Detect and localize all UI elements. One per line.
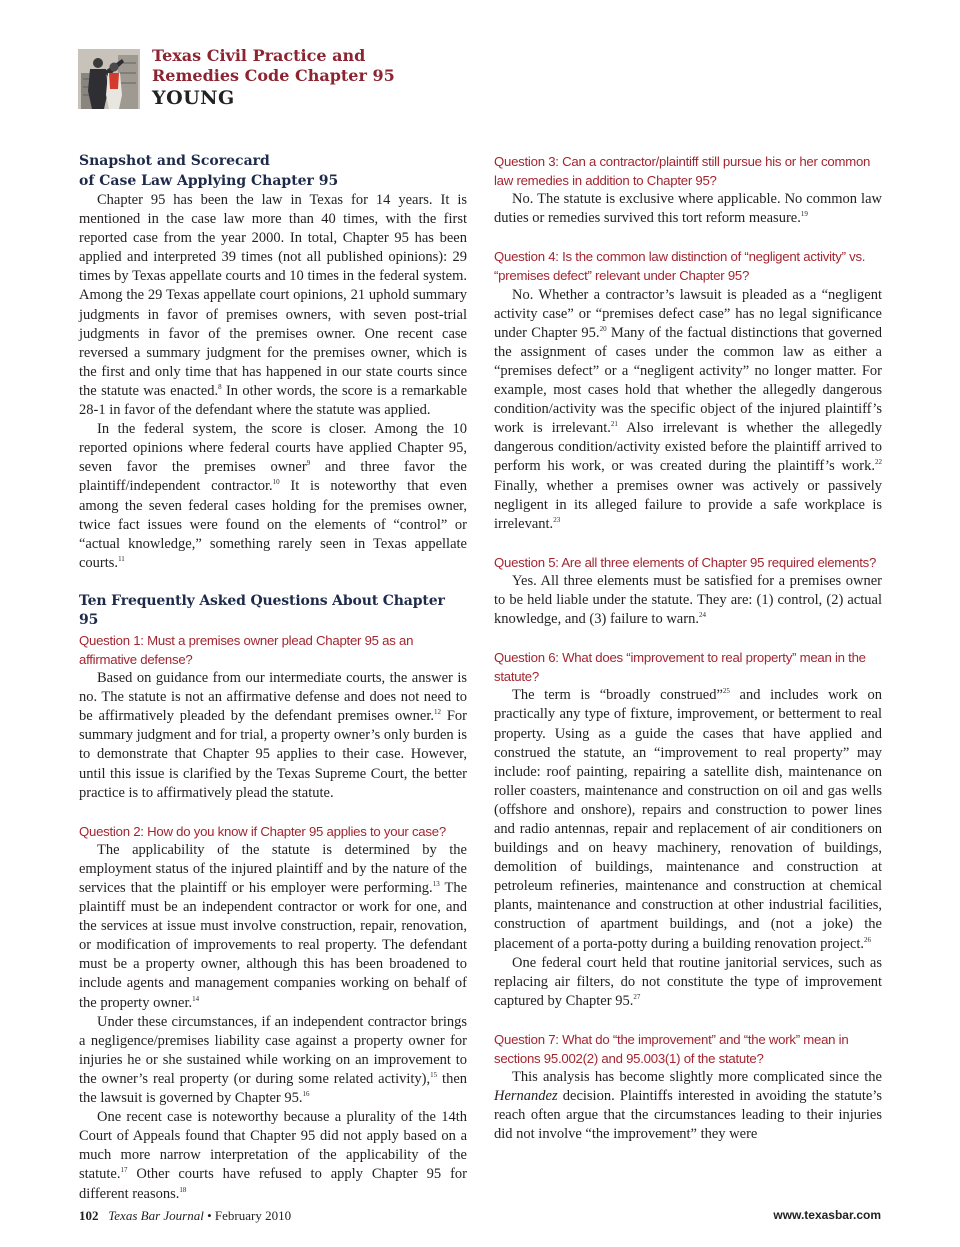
question-7-heading: Question 7: What do “the improvement” and “the work” mean in sections 95.002(2) and 95.003(1) of the statute? [494, 1031, 849, 1067]
footnote-ref: 11 [118, 554, 125, 563]
case-name: Hernandez [494, 1088, 558, 1105]
spacer [494, 629, 882, 648]
header-titles [152, 46, 395, 110]
section-title-snapshot-line2: of Case Law Applying Chapter 95 [79, 172, 339, 189]
section-title-snapshot-line1: Snapshot and Scorecard [79, 153, 270, 169]
paragraph [79, 1108, 467, 1203]
left-column [79, 152, 467, 1204]
text: Also irrelevant is whether the allegedly dangerous condition/activity existed before the plaintiff arrived to perform his work, or was created during the plaintiff’s work. [494, 420, 882, 475]
question-5-heading: Question 5: Are all three elements of Chapter 95 required elements? [494, 554, 877, 570]
footnote-ref: 9 [306, 459, 311, 468]
text: decision. Plaintiffs interested in avoiding the statute’s reach often argue that the circumstances leading to their injuries did not involve “the improvement” they were [494, 1088, 882, 1143]
section-title-faq: Ten Frequently Asked Questions About Chapter 95 [79, 592, 445, 629]
text: In other words, the score is a remarkable 28-1 in favor of the defendant where the statute was applied. [79, 382, 468, 419]
header-illustration [78, 49, 140, 109]
paragraph [79, 1013, 467, 1108]
footnote-ref: 8 [218, 382, 222, 391]
text: Finally, whether a premises owner was actively or passively negligent in its alleged failure to provide a safe workplace is irrelevant. [494, 477, 882, 532]
question-4-heading: Question 4: Is the common law distinction of “negligent activity” vs. “premises defect” relevant under Chapter 95? [494, 249, 866, 284]
text: It is noteworthy that even among the seven federal cases holding for the premises owner, twice fact issues were found on the elements of “control” or “actual knowledge,” something rarely seen in Texas appellate courts. [79, 478, 468, 571]
spacer [494, 1011, 882, 1030]
footnote-ref: 10 [272, 478, 280, 487]
paragraph [494, 686, 882, 953]
spacer [494, 228, 882, 247]
header-author: YOUNG [152, 87, 235, 109]
spacer [79, 803, 467, 822]
footnote-ref: 12 [434, 708, 442, 717]
footnote-ref: 17 [120, 1166, 128, 1175]
text: The applicability of the statute is determined by the employment status of the injured plaintiff and by the nature of the services that the plaintiff or his employer were performing. [79, 841, 467, 896]
footnote-ref: 13 [432, 880, 440, 888]
text: No. The statute is exclusive where applicable. No common law duties or remedies survived this tort reform measure. [494, 191, 882, 227]
text: Based on guidance from our intermediate courts, the answer is no. The statute is not an affirmative defense and does not need to be affirmatively pleaded by the defendant premises owner. [79, 670, 467, 725]
page-footer [79, 1208, 881, 1226]
text: Many of the factual distinctions that governed the assignment of cases under the common law as either a “premises defect” or a “negligent activity” no longer matter. For example, most cases hold that whether the allegedly dangerous condition/activity was the specific object of the injured plaintiff’s work is irrelevant. [494, 324, 882, 437]
text: then the lawsuit is governed by Chapter 95. [79, 1070, 468, 1107]
footnote-ref: 16 [302, 1090, 310, 1099]
paragraph [79, 420, 467, 573]
footnote-ref: 15 [430, 1070, 438, 1079]
paragraph [494, 954, 882, 1011]
question-3-heading: Question 3: Can a contractor/plaintiff still pursue his or her common law remedies in addition to Chapter 95? [494, 154, 871, 189]
paragraph [494, 572, 882, 629]
text: Under these circumstances, if an independent contractor brings a negligence/premises liability case against a property owner for injuries he or she sustained while working on an improvement to the owner’s real property (or during some related activity), [79, 1013, 467, 1087]
footnote-ref: 14 [192, 994, 200, 1003]
website-link[interactable]: www.texasbar.com [773, 1208, 881, 1222]
spacer [79, 573, 467, 592]
right-column [494, 152, 882, 1145]
text: Yes. All three elements must be satisfied for a premises owner to be held liable under the statute. They are: (1) control, (2) actual knowledge, and (3) failure to warn. [494, 572, 882, 628]
question-6-heading: Question 6: What does “improvement to real property” mean in the statute? [494, 650, 866, 685]
footnote-ref: 22 [875, 458, 882, 467]
footer-bullet: • [207, 1208, 212, 1223]
text: and three favor the plaintiff/independent contractor. [79, 459, 467, 495]
paragraph [494, 286, 882, 534]
footnote-ref: 26 [864, 935, 872, 944]
text: Other courts have refused to apply Chapter 95 for different reasons. [79, 1166, 467, 1202]
text: This analysis has become slightly more complicated since the [512, 1069, 882, 1086]
text: No. Whether a contractor’s lawsuit is pleaded as a “negligent activity case” or “premises defect case” has no legal significance under Chapter 95. [494, 286, 882, 341]
question-1-heading: Question 1: Must a premises owner plead Chapter 95 as an affirmative defense? [79, 632, 414, 667]
footnote-ref: 18 [179, 1185, 187, 1194]
paragraph [79, 191, 467, 420]
footnote-ref: 23 [553, 515, 561, 524]
section-title-snapshot [79, 152, 467, 191]
paragraph [79, 841, 467, 1013]
issue-date: February 2010 [214, 1208, 292, 1223]
paragraph [494, 1068, 882, 1144]
spacer [494, 534, 882, 553]
text: The term is “broadly construed” [512, 687, 723, 704]
publication-name: Texas Bar Journal [108, 1208, 204, 1223]
footnote-ref: 19 [800, 210, 808, 219]
footnote-ref: 24 [698, 611, 706, 620]
text: Chapter 95 has been the law in Texas for 14 years. It is mentioned in the case law more than 40 times, with the first reported case from the year 2000. In total, Chapter 95 has been applied and interpreted 39 times (not all published opinions): 29 times by Texas appellate courts and 10 times in the federal system. Among the 29 Texas appellate court opinions, 21 uphold summary judgments in favor of premises owners, with seven post-trial judgments in favor of the premises owner. One recent case reversed a summary judgment for the premises owner, which is the first and only time that has happened in our state courts since the statute was enacted. [79, 192, 467, 399]
text: and includes work on practically any type of fixture, improvement, or betterment to real property. Using as a guide the cases that have applied and construed the statute, an “improvement to real property” may include: roof painting, repairing a satellite dish, maintenance on roller coasters, maintenance and construction on oil and gas wells (offshore and onshore), repairs and construction to power lines and radio antennas, repair and replacement of air conditioners on buildings and on heavy machinery, renovation of buildings, demolition of buildings, maintenance and construction at petroleum refineries, maintenance and construction at chemical plants, maintenance and construction at other industrial facilities, construction of apartment buildings, and (not a joke) the placement of a porta-potty during a building renovation project. [494, 687, 883, 952]
footnote-ref: 21 [610, 420, 618, 429]
paragraph [79, 669, 467, 803]
footnote-ref: 20 [599, 324, 607, 333]
footnote-ref: 25 [722, 687, 730, 696]
footnote-ref: 27 [633, 992, 641, 1001]
page-number: 102 [79, 1208, 99, 1223]
header-title-line1: Texas Civil Practice and [152, 46, 366, 65]
text: For summary judgment and for trial, a property owner’s only burden is to demonstrate that Chapter 95 applies to their case. However, until this issue is clarified by the Texas Supreme Court, the better practice is to affirmatively plead the statute. [79, 708, 467, 801]
text: The plaintiff must be an independent contractor or work for one, and the services at issue must involve construction, repair, renovation, or modification of improvements to real property. The defendant must be a property owner, although this has been broadened to include agents and management companies working on behalf of the property owner. [79, 880, 468, 1011]
header-title-line2: Remedies Code Chapter 95 [152, 66, 395, 85]
text: One federal court held that routine janitorial services, such as replacing air filters, do not constitute the type of improvement captured by Chapter 95. [494, 954, 882, 1009]
question-2-heading: Question 2: How do you know if Chapter 95 applies to your case? [79, 823, 446, 839]
text: In the federal system, the score is closer. Among the 10 reported opinions where federal courts have applied Chapter 95, seven favor the premises owner [79, 421, 467, 476]
paragraph [494, 190, 882, 228]
text: One recent case is noteworthy because a plurality of the 14th Court of Appeals found that Chapter 95 did not apply based on a much more narrow interpretation of the applicability of the statute. [79, 1109, 467, 1183]
